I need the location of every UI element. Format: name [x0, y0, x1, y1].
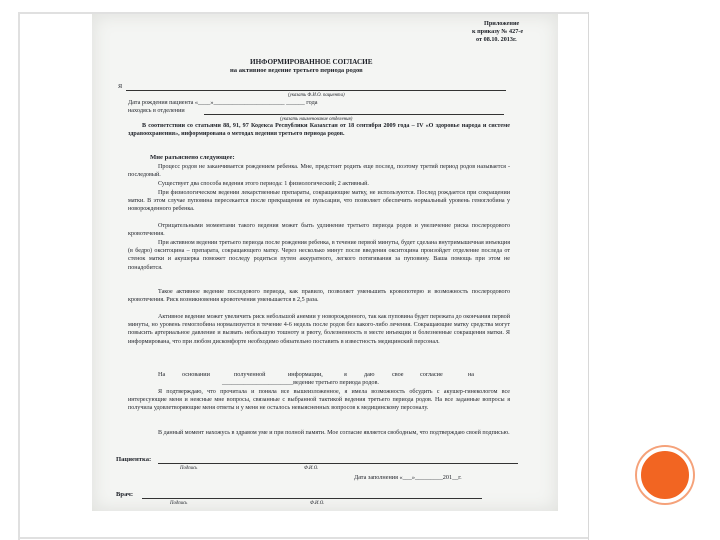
patient-sign-hint: Подпись	[180, 466, 198, 471]
paragraph-1: Процесс родов не заканчивается рождением ребенка. Мне, предстоит родить еще послед, поэтому третий период родов называется - последовый.	[128, 164, 510, 179]
decision-word-8: согласие	[420, 371, 443, 378]
slide-frame-bottom	[18, 537, 588, 539]
decision-line-2: _______________________ведение третьего периода родов.	[222, 379, 379, 386]
doctor-signature-label: Врач:	[116, 491, 134, 498]
explained-heading: Мне разъяснено следующее:	[150, 154, 235, 161]
confirmation-text: Я подтверждаю, что прочитала и поняла все вышеизложенное, я имела возможность обсудить с акушер-гинекологом все интересующие меня и неясные мне вопросы, связанные с выбранной тактикой ведения третьего периода родов. На все заданные вопросы я получила удовлетворяющие меня ответы и у меня не осталось невыясненных вопросов к медицинскому персоналу.	[128, 389, 510, 412]
paragraph-2: Существует два способа ведения этого периода: 1 физиологический; 2 активный.	[158, 181, 369, 187]
doctor-sign-hint: Подпись	[170, 501, 188, 506]
consent-document-scan	[92, 14, 558, 511]
patient-signature-label: Пациентка:	[116, 456, 152, 463]
decision-word-6: даю	[364, 371, 375, 378]
decision-word-2: основании	[182, 371, 210, 378]
patient-fio-hint: Ф.И.О.	[304, 466, 319, 471]
sanity-statement: В данный момент нахожусь в здравом уме и при полной памяти. Мое согласие является свободным, что подтверждаю своей подписью.	[158, 430, 510, 436]
document-subtitle: на активное ведение третьего периода родов	[230, 67, 363, 74]
doctor-fio-hint: Ф.И.О.	[310, 501, 325, 506]
paragraph-3: При физиологическом ведении лекарственные препараты, сокращающие матку, не используются. Послед рождается при сокращении матки. В этом случае пуповина пересекается после прекращения ее пульсации, что позволяет обеспечить нормальный уровень гемоглобина у новорожденного ребенка.	[128, 190, 510, 213]
decision-word-5: я	[344, 371, 347, 378]
patient-name-line	[126, 90, 506, 91]
fill-date-line: Дата заполнения «___»_________201__г.	[354, 474, 462, 481]
patient-signature-line	[158, 463, 518, 464]
department-label: находясь в отделении	[128, 107, 185, 114]
paragraph-7: Активное ведение может увеличить риск небольшой анемии у новорожденного, так как пуповина будет пережата до окончания первой минуты, но уровень гемоглобина нормализуется в течение 4-6 недель после родов без какого-либо лечения. Сокращающие матку средства могут повысить артериальное давление и вызвать небольшую тошноту и рвоту, болезненность в месте инъекции и болезненные сокращения матки. Я информирована, что при любом дискомфорте необходимо обязательно поставить в известность медицинский персонал.	[128, 314, 510, 345]
ya-label: Я	[118, 83, 123, 90]
department-line	[204, 114, 504, 115]
decision-word-4: информации,	[288, 371, 323, 378]
doctor-signature-line	[142, 498, 482, 499]
order-date: от 08.10. 2013г.	[476, 36, 517, 43]
paragraph-6: Такое активное ведение последового периода, как правило, позволяет уменьшить кровопотерю и возможность послеродового кровотечения. Риск возникновения кровотечения уменьшается в 2,5 раза.	[128, 289, 510, 304]
decision-word-1: На	[158, 371, 166, 378]
paragraph-5: При активном ведении третьего периода после рождения ребенка, в течение первой минуты, будет сделана внутримышечная инъекция (в бедро) окситоцина – препарата, сокращающего матку. Через несколько минут после введения окситоцина произойдет отделение последа от стенок матки и акушерка поможет последу родиться путем аккуратного, легкого потягивания за пуповину. Ваша помощь при этом не понадобится.	[128, 240, 510, 271]
legal-intro-text: В соответствии со статьями 88, 91, 97 Кодекса Республики Казахстан от 18 сентября 2009 года – IV «О здоровье народа и системе здравоохранения», информирована о методах ведения третьего периода родов.	[128, 123, 510, 138]
slide-frame-left	[18, 12, 20, 540]
order-number: к приказу № 427-е	[472, 28, 524, 35]
patient-name-hint: (указать Ф.И.О. пациента)	[288, 93, 345, 98]
appendix-label: Приложение	[484, 20, 520, 27]
department-hint: (указать наименование отделения)	[280, 117, 353, 122]
birth-date-line: Дата рождения пациента «____»_______________________ ______ года	[128, 99, 318, 106]
slide-frame-right	[588, 12, 589, 540]
decision-word-7: свое	[392, 371, 404, 378]
paragraph-4: Отрицательными моментами такого ведения может быть удлинение третьего периода родов и увеличение риска послеродового кровотечения.	[128, 223, 510, 238]
orange-circle-decoration	[637, 447, 693, 503]
document-title: ИНФОРМИРОВАННОЕ СОГЛАСИЕ	[250, 58, 373, 66]
decision-word-3: полученной	[234, 371, 266, 378]
decision-word-9: на	[468, 371, 475, 378]
